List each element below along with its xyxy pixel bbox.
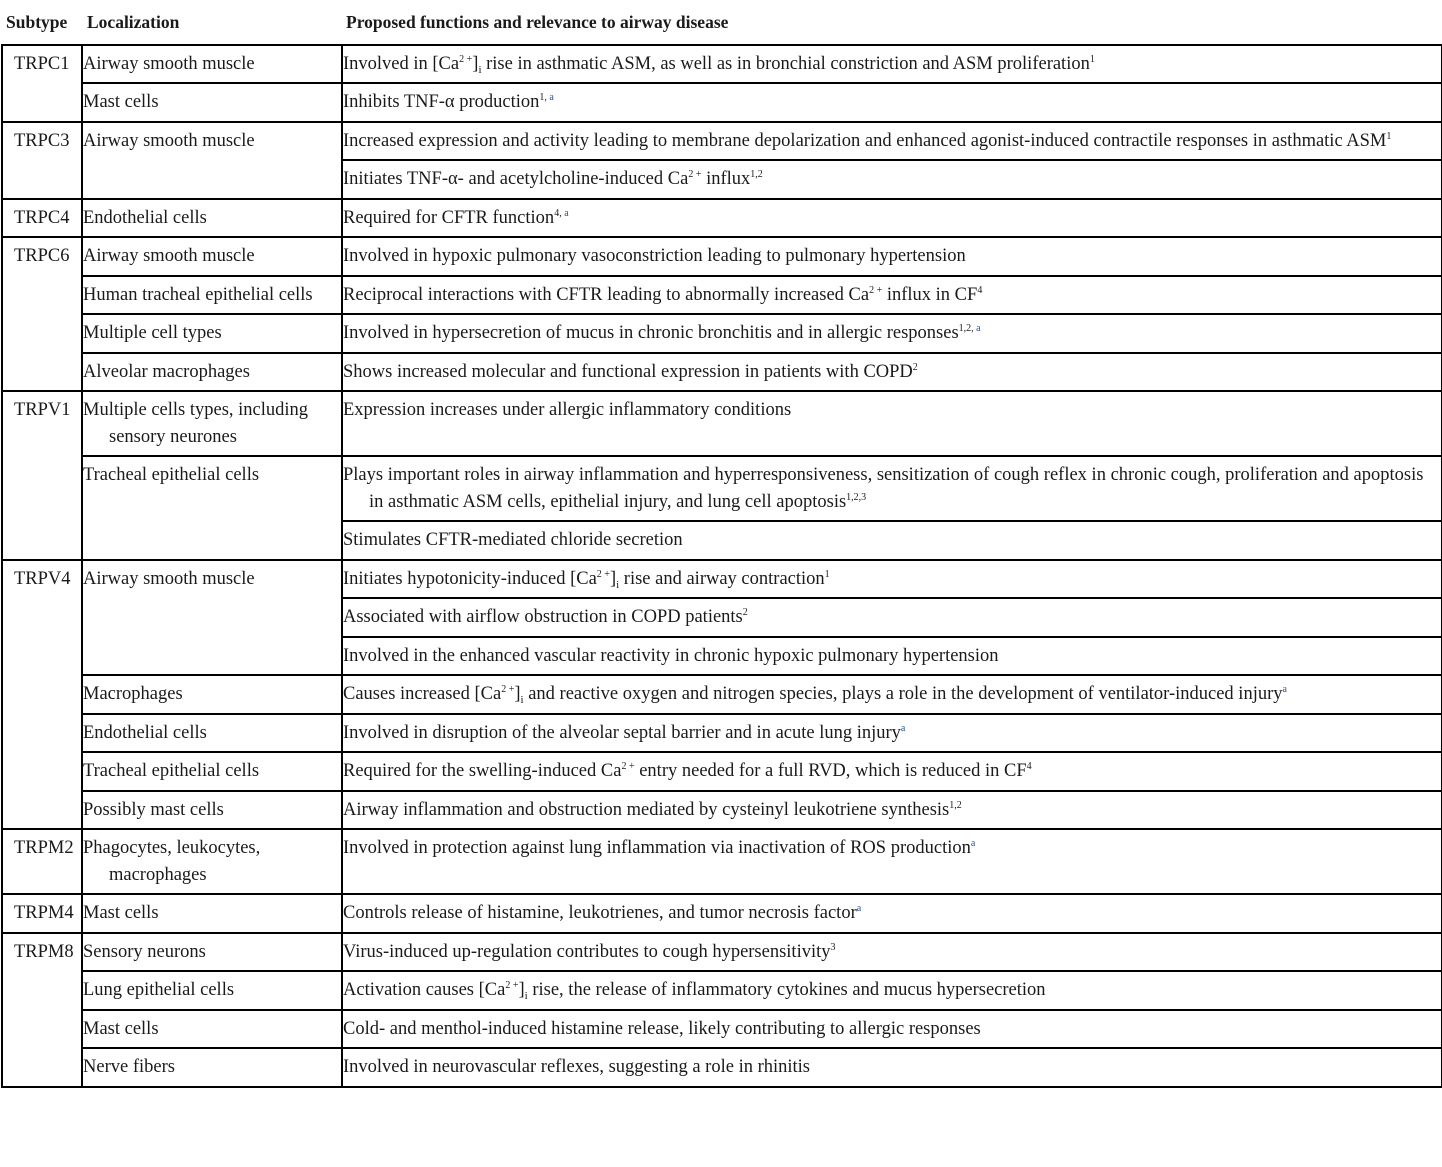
table-row xyxy=(2,353,1442,392)
function-text: Inhibits TNF-α production xyxy=(343,92,540,112)
function-cell xyxy=(342,752,1442,791)
footnote-link[interactable]: a xyxy=(1282,684,1287,695)
function-cell xyxy=(342,391,1442,456)
localization-cell: Sensory neurons xyxy=(82,933,342,972)
function-text: ] xyxy=(609,568,617,589)
function-text: Associated with airflow obstruction in COPD patients xyxy=(343,607,743,627)
table-row xyxy=(2,45,1442,84)
table-row xyxy=(2,675,1442,714)
localization-cell: Lung epithelial cells xyxy=(82,971,342,1010)
function-text: Activation causes [Ca xyxy=(343,980,506,1000)
subtype-cell: TRPM4 xyxy=(2,894,82,933)
function-cell xyxy=(342,1048,1442,1087)
function-cell xyxy=(342,714,1442,753)
trp-channel-table xyxy=(1,0,1442,1088)
reference-superscript: 2 + xyxy=(688,169,702,180)
table-row xyxy=(2,971,1442,1010)
localization-cell: Airway smooth muscle xyxy=(82,237,342,276)
localization-cell: Nerve fibers xyxy=(82,1048,342,1087)
function-cell xyxy=(342,791,1442,830)
function-text: ] xyxy=(472,53,479,74)
reference-superscript: 4 xyxy=(1026,761,1032,772)
localization-cell: Airway smooth muscle xyxy=(82,560,342,676)
function-cell xyxy=(342,675,1442,714)
localization-cell: Mast cells xyxy=(82,1010,342,1049)
subtype-cell: TRPV4 xyxy=(2,560,82,830)
function-cell xyxy=(342,894,1442,933)
function-cell xyxy=(342,353,1442,392)
localization-cell: Mast cells xyxy=(82,894,342,933)
function-text: Involved in [Ca xyxy=(343,53,460,74)
table-row xyxy=(2,714,1442,753)
reference-superscript: 1,2 xyxy=(949,799,962,811)
function-cell xyxy=(342,637,1442,676)
function-cell xyxy=(342,1010,1442,1049)
reference-superscript: 2 xyxy=(742,607,748,618)
subtype-cell: TRPC4 xyxy=(2,199,82,238)
subscript: i xyxy=(520,694,524,706)
reference-superscript: 1,2, xyxy=(958,323,977,334)
function-text: Shows increased molecular and functional expression in patients with COPD xyxy=(343,361,913,382)
function-cell xyxy=(342,237,1442,276)
footnote-link[interactable]: a xyxy=(976,323,981,334)
reference-superscript: 2 + xyxy=(621,761,635,772)
localization-cell: Human tracheal epithelial cells xyxy=(82,276,342,315)
localization-cell: Macrophages xyxy=(82,675,342,714)
function-text: Initiates TNF-α- and acetylcholine-induced Ca xyxy=(343,169,689,189)
footnote-link[interactable]: a xyxy=(900,722,906,734)
table-row xyxy=(2,829,1442,894)
table-row xyxy=(2,894,1442,933)
function-text: Stimulates CFTR-mediated chloride secretion xyxy=(343,530,683,550)
header-row xyxy=(2,0,1442,45)
subtype-cell: TRPM8 xyxy=(2,933,82,1087)
subscript: i xyxy=(524,990,528,1002)
reference-superscript: 1, xyxy=(539,92,550,103)
function-text: Causes increased [Ca xyxy=(343,684,502,704)
subtype-cell: TRPC6 xyxy=(2,237,82,391)
reference-superscript: 1 xyxy=(824,568,830,580)
localization-cell: Endothelial cells xyxy=(82,199,342,238)
function-text: Involved in hypersecretion of mucus in chronic bronchitis and in allergic responses xyxy=(343,323,959,343)
header-functions: Proposed functions and relevance to airway disease xyxy=(342,0,1442,45)
footnote-link[interactable]: a xyxy=(856,903,862,914)
function-text: Airway inflammation and obstruction mediated by cysteinyl leukotriene synthesis xyxy=(343,799,950,820)
function-text: influx xyxy=(701,169,751,189)
function-text: ] xyxy=(518,980,525,1000)
reference-superscript: 2 + xyxy=(459,53,473,65)
table-row xyxy=(2,391,1442,456)
function-text: Involved in disruption of the alveolar septal barrier and in acute lung injury xyxy=(343,722,901,743)
subtype-cell: TRPC1 xyxy=(2,45,82,122)
reference-superscript: 1,2,3 xyxy=(846,491,867,503)
header-localization: Localization xyxy=(82,0,342,45)
localization-cell: Multiple cells types, including sensory neurones xyxy=(82,391,342,456)
function-cell xyxy=(342,199,1442,238)
localization-cell: Phagocytes, leukocytes, macrophages xyxy=(82,829,342,894)
function-cell xyxy=(342,45,1442,84)
footnote-link[interactable]: a xyxy=(970,838,976,849)
reference-superscript: 3 xyxy=(830,941,836,953)
table-row xyxy=(2,560,1442,599)
function-cell xyxy=(342,122,1442,161)
function-cell xyxy=(342,829,1442,894)
table-row xyxy=(2,456,1442,521)
table-row xyxy=(2,1048,1442,1087)
function-text: entry needed for a full RVD, which is reduced in CF xyxy=(634,761,1027,781)
function-text: Cold- and menthol-induced histamine release, likely contributing to allergic responses xyxy=(343,1018,981,1039)
localization-cell: Endothelial cells xyxy=(82,714,342,753)
function-cell xyxy=(342,314,1442,353)
function-cell xyxy=(342,456,1442,521)
function-text: Involved in protection against lung inflammation via inactivation of ROS production xyxy=(343,838,971,858)
table-row xyxy=(2,122,1442,161)
function-text: and reactive oxygen and nitrogen species, plays a role in the development of ventilator-induced injury xyxy=(523,684,1283,704)
header-subtype: Subtype xyxy=(2,0,82,45)
function-text: Involved in the enhanced vascular reactivity in chronic hypoxic pulmonary hypertension xyxy=(343,645,999,666)
table-row xyxy=(2,314,1442,353)
function-cell xyxy=(342,160,1442,199)
function-text: influx in CF xyxy=(882,284,978,305)
localization-cell: Tracheal epithelial cells xyxy=(82,752,342,791)
localization-cell: Alveolar macrophages xyxy=(82,353,342,392)
reference-superscript: 1,2 xyxy=(750,169,763,180)
function-text: Increased expression and activity leading to membrane depolarization and enhanced agonist-induced contractile responses in asthmatic ASM xyxy=(343,130,1387,151)
subtype-cell: TRPM2 xyxy=(2,829,82,894)
reference-superscript: 2 + xyxy=(596,568,610,580)
reference-superscript: 1 xyxy=(1386,130,1392,142)
function-text: rise, the release of inflammatory cytokines and mucus hypersecretion xyxy=(527,980,1046,1000)
localization-cell: Tracheal epithelial cells xyxy=(82,456,342,560)
table-row xyxy=(2,276,1442,315)
function-cell xyxy=(342,521,1442,560)
function-cell xyxy=(342,598,1442,637)
function-text: Required for CFTR function xyxy=(343,207,555,228)
reference-superscript: 2 + xyxy=(869,284,883,296)
subtype-cell: TRPC3 xyxy=(2,122,82,199)
table-row xyxy=(2,83,1442,122)
reference-superscript: 2 + xyxy=(501,684,515,695)
function-text: ] xyxy=(514,684,521,704)
reference-superscript: 4, xyxy=(554,207,565,219)
localization-cell: Airway smooth muscle xyxy=(82,45,342,84)
reference-superscript: 2 + xyxy=(505,980,519,991)
table-row xyxy=(2,237,1442,276)
function-cell xyxy=(342,276,1442,315)
function-text: Involved in hypoxic pulmonary vasoconstriction leading to pulmonary hypertension xyxy=(343,246,966,266)
function-text: Required for the swelling-induced Ca xyxy=(343,761,622,781)
function-text: Plays important roles in airway inflammation and hyperresponsiveness, sensitization of cough reflex in chronic cough, proliferation and apoptosis in asthmatic ASM cells, epithelial injury, and lung cell apoptosis xyxy=(343,465,1424,512)
function-cell xyxy=(342,83,1442,122)
table-row xyxy=(2,933,1442,972)
localization-cell: Mast cells xyxy=(82,83,342,122)
subscript: i xyxy=(478,63,482,76)
function-text: Expression increases under allergic inflammatory conditions xyxy=(343,400,792,420)
function-text: Involved in neurovascular reflexes, suggesting a role in rhinitis xyxy=(343,1057,810,1077)
localization-cell: Airway smooth muscle xyxy=(82,122,342,199)
reference-superscript: 1 xyxy=(1089,53,1095,65)
function-text: rise and airway contraction xyxy=(619,568,825,589)
reference-superscript: 4 xyxy=(977,284,983,296)
function-text: Reciprocal interactions with CFTR leading to abnormally increased Ca xyxy=(343,284,870,305)
footnote-link[interactable]: a xyxy=(549,92,554,103)
function-cell xyxy=(342,560,1442,599)
function-cell xyxy=(342,933,1442,972)
function-text: Virus-induced up-regulation contributes to cough hypersensitivity xyxy=(343,941,831,962)
localization-cell: Possibly mast cells xyxy=(82,791,342,830)
table-row xyxy=(2,791,1442,830)
function-text: Controls release of histamine, leukotrienes, and tumor necrosis factor xyxy=(343,903,857,923)
localization-cell: Multiple cell types xyxy=(82,314,342,353)
table-row xyxy=(2,752,1442,791)
footnote-link[interactable]: a xyxy=(564,207,569,219)
table-row xyxy=(2,1010,1442,1049)
reference-superscript: 2 xyxy=(912,361,918,373)
function-cell xyxy=(342,971,1442,1010)
table-row xyxy=(2,199,1442,238)
subtype-cell: TRPV1 xyxy=(2,391,82,560)
subscript: i xyxy=(616,578,620,591)
function-text: rise in asthmatic ASM, as well as in bronchial constriction and ASM proliferation xyxy=(481,53,1090,74)
function-text: Initiates hypotonicity-induced [Ca xyxy=(343,568,597,589)
